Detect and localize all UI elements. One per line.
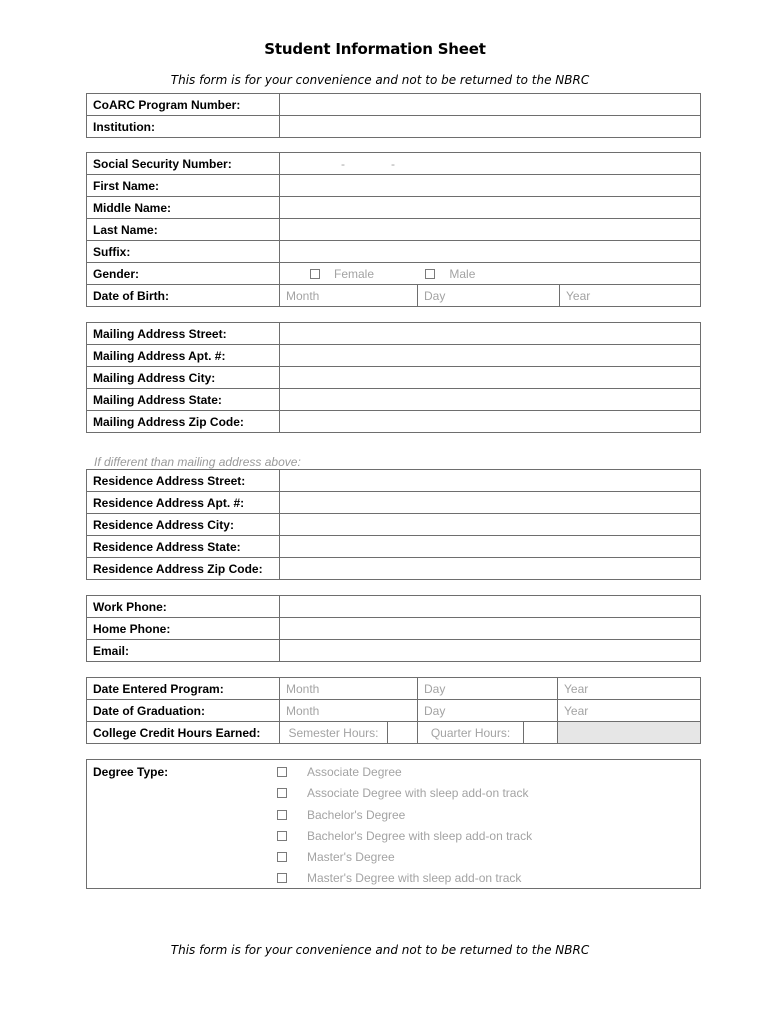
- suffix-label: Suffix:: [87, 241, 280, 263]
- ssn-field[interactable]: [280, 153, 701, 175]
- work-phone-field[interactable]: [280, 596, 701, 618]
- mailing-apt-row: [87, 345, 701, 367]
- first-name-row: [87, 175, 701, 197]
- residence-zip-row: [87, 558, 701, 580]
- last-name-label: Last Name:: [87, 219, 280, 241]
- degree-option-label: Master's Degree with sleep add-on track: [307, 871, 522, 886]
- last-name-row: [87, 219, 701, 241]
- residence-city-row: [87, 514, 701, 536]
- last-name-field[interactable]: [280, 219, 701, 241]
- mailing-city-label: Mailing Address City:: [87, 367, 280, 389]
- graduation-month-field[interactable]: Month: [280, 700, 418, 722]
- degree-option[interactable]: [277, 850, 532, 871]
- mailing-city-row: [87, 367, 701, 389]
- ssn-separator-1: -: [341, 156, 345, 171]
- semester-hours-field[interactable]: [388, 722, 418, 744]
- residence-street-label: Residence Address Street:: [87, 470, 280, 492]
- dob-month-field[interactable]: Month: [280, 285, 418, 307]
- mailing-zip-row: [87, 411, 701, 433]
- residence-apt-field[interactable]: [280, 492, 701, 514]
- entered-month-field[interactable]: Month: [280, 678, 418, 700]
- degree-checkbox[interactable]: [277, 767, 287, 777]
- residence-street-row: [87, 470, 701, 492]
- gender-female-option[interactable]: [310, 267, 374, 281]
- residence-address-table: [86, 469, 701, 580]
- mailing-apt-field[interactable]: [280, 345, 701, 367]
- suffix-field[interactable]: [280, 241, 701, 263]
- graduation-year-field[interactable]: Year: [558, 700, 701, 722]
- date-entered-row: [87, 678, 701, 700]
- degree-option-label: Associate Degree with sleep add-on track: [307, 786, 529, 801]
- quarter-hours-label: Quarter Hours:: [418, 722, 524, 744]
- mailing-apt-label: Mailing Address Apt. #:: [87, 345, 280, 367]
- gender-male-checkbox[interactable]: [425, 269, 435, 279]
- ssn-row: [87, 153, 701, 175]
- residence-state-field[interactable]: [280, 536, 701, 558]
- middle-name-row: [87, 197, 701, 219]
- mailing-city-field[interactable]: [280, 367, 701, 389]
- credit-hours-row: [87, 722, 701, 744]
- graduation-day-field[interactable]: Day: [418, 700, 558, 722]
- gender-male-option[interactable]: [425, 267, 475, 281]
- degree-option[interactable]: [277, 871, 532, 892]
- email-row: [87, 640, 701, 662]
- degree-option[interactable]: [277, 829, 532, 850]
- suffix-row: [87, 241, 701, 263]
- entered-day-field[interactable]: Day: [418, 678, 558, 700]
- coarc-program-number-field[interactable]: [280, 94, 701, 116]
- gender-label: Gender:: [87, 263, 280, 285]
- mailing-state-field[interactable]: [280, 389, 701, 411]
- credit-hours-label: College Credit Hours Earned:: [87, 722, 280, 744]
- ssn-separator-2: -: [391, 156, 395, 171]
- coarc-program-number-label: CoARC Program Number:: [87, 94, 280, 116]
- mailing-street-row: [87, 323, 701, 345]
- education-table: [86, 677, 701, 744]
- degree-checkbox[interactable]: [277, 788, 287, 798]
- mailing-street-label: Mailing Address Street:: [87, 323, 280, 345]
- gender-male-label: Male: [449, 266, 476, 281]
- degree-type-box: [86, 759, 701, 889]
- degree-options: [277, 765, 532, 893]
- middle-name-field[interactable]: [280, 197, 701, 219]
- date-entered-label: Date Entered Program:: [87, 678, 280, 700]
- degree-checkbox[interactable]: [277, 810, 287, 820]
- first-name-field[interactable]: [280, 175, 701, 197]
- date-graduation-label: Date of Graduation:: [87, 700, 280, 722]
- gender-row: [87, 263, 701, 285]
- dob-row: [87, 285, 701, 307]
- degree-option-label: Bachelor's Degree: [307, 807, 406, 822]
- degree-option-label: Master's Degree: [307, 850, 395, 865]
- quarter-hours-field[interactable]: [524, 722, 558, 744]
- contact-table: [86, 595, 701, 662]
- home-phone-label: Home Phone:: [87, 618, 280, 640]
- residence-zip-field[interactable]: [280, 558, 701, 580]
- institution-label: Institution:: [87, 116, 280, 138]
- residence-state-label: Residence Address State:: [87, 536, 280, 558]
- mailing-address-table: [86, 322, 701, 433]
- institution-field[interactable]: [280, 116, 701, 138]
- gender-female-checkbox[interactable]: [310, 269, 320, 279]
- institution-row: [87, 116, 701, 138]
- semester-hours-label: Semester Hours:: [280, 722, 388, 744]
- date-graduation-row: [87, 700, 701, 722]
- residence-street-field[interactable]: [280, 470, 701, 492]
- residence-state-row: [87, 536, 701, 558]
- mailing-zip-label: Mailing Address Zip Code:: [87, 411, 280, 433]
- dob-year-field[interactable]: Year: [560, 285, 701, 307]
- page-subtitle: This form is for your convenience and not to be returned to the NBRC: [170, 73, 590, 87]
- degree-option[interactable]: [277, 808, 532, 829]
- degree-option[interactable]: [277, 786, 532, 807]
- residence-apt-label: Residence Address Apt. #:: [87, 492, 280, 514]
- email-label: Email:: [87, 640, 280, 662]
- program-table: [86, 93, 701, 138]
- entered-year-field[interactable]: Year: [558, 678, 701, 700]
- credit-hours-shaded-cell: [558, 722, 701, 744]
- personal-table: [86, 152, 701, 307]
- work-phone-row: [87, 596, 701, 618]
- page-title: Student Information Sheet: [264, 40, 486, 58]
- dob-day-field[interactable]: Day: [418, 285, 560, 307]
- work-phone-label: Work Phone:: [87, 596, 280, 618]
- degree-checkbox[interactable]: [277, 873, 287, 883]
- residence-apt-row: [87, 492, 701, 514]
- gender-options: [280, 263, 701, 285]
- coarc-row: [87, 94, 701, 116]
- mailing-state-label: Mailing Address State:: [87, 389, 280, 411]
- email-field[interactable]: [280, 640, 701, 662]
- mailing-state-row: [87, 389, 701, 411]
- degree-option[interactable]: [277, 765, 532, 786]
- degree-type-label: Degree Type:: [93, 765, 169, 779]
- mailing-zip-field[interactable]: [280, 411, 701, 433]
- residence-zip-label: Residence Address Zip Code:: [87, 558, 280, 580]
- degree-option-label: Associate Degree: [307, 765, 402, 779]
- residence-note: If different than mailing address above:: [94, 455, 301, 469]
- first-name-label: First Name:: [87, 175, 280, 197]
- dob-label: Date of Birth:: [87, 285, 280, 307]
- residence-city-label: Residence Address City:: [87, 514, 280, 536]
- home-phone-row: [87, 618, 701, 640]
- degree-checkbox[interactable]: [277, 852, 287, 862]
- ssn-label: Social Security Number:: [87, 153, 280, 175]
- degree-checkbox[interactable]: [277, 831, 287, 841]
- page-footer: This form is for your convenience and not to be returned to the NBRC: [170, 943, 590, 957]
- degree-option-label: Bachelor's Degree with sleep add-on track: [307, 828, 533, 843]
- home-phone-field[interactable]: [280, 618, 701, 640]
- mailing-street-field[interactable]: [280, 323, 701, 345]
- gender-female-label: Female: [334, 266, 375, 281]
- residence-city-field[interactable]: [280, 514, 701, 536]
- middle-name-label: Middle Name:: [87, 197, 280, 219]
